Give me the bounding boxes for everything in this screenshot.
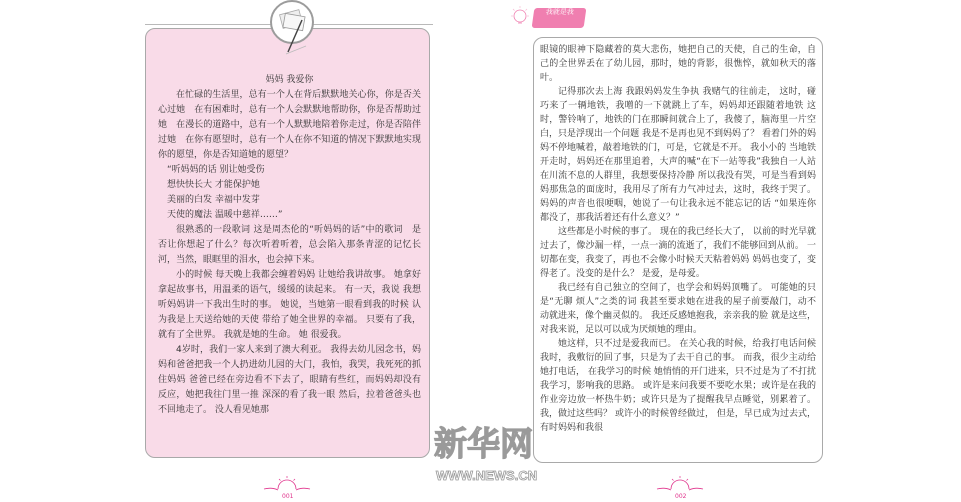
sun-ornament-icon — [262, 473, 312, 495]
paragraph: 在忙碌的生活里，总有一个人在背后默默地关心你，你是否关心过她 在有困难时，总有一个人会默默地帮助你，你是否帮助过她 在漫长的道路中，总有一个人默默地陪着你走过，你是否陪伴过她 在你有愿望时，总有一个人在你不知道的情况下默默地实现你的愿望，你是否知道她的愿望？ — [158, 90, 421, 160]
paragraph: 4岁时，我们一家人来到了澳大利亚。 我得去幼儿园念书，妈妈和爸爸把我一个人扔进幼儿园的大门，我怕，我哭，我死死的抓住妈妈 爸爸已经在旁边看不下去了，眼睛有些红，而妈妈却没有反应，她把我往门里一推 深深的看了我一眼 然后，拉着爸爸头也不回地走了。 没人看见她那 — [158, 345, 421, 415]
page-2 — [533, 37, 823, 463]
sun-ornament-icon — [655, 473, 705, 495]
paragraph: 小的时候 每天晚上我都会缠着妈妈 让她给我讲故事。 她拿好拿起故事书，用温柔的语气，缓缓的读起来。 有一天，我说 我想听妈妈讲一下我出生时的事。 她说，当她第一眼看到我的时候 认为我是上天送给她的天使 带给了她全世界的幸福。 只要有了我，就有了全世界。 我就是她的生命。 她 很爱我。 — [158, 270, 421, 340]
paragraph: 我已经有自己独立的空间了，也学会和妈妈顶嘴了。 可能她的只是“无聊 烦人”之类的词 我甚至要求她在进我的屋子前要敲门，动不动就进来，像个幽灵似的。 我还反感她抱我，亲亲我的脸 就是这些，对我来说，足以可以成为厌烦她的理由。 — [540, 283, 816, 335]
lyric-line: 天使的魔法 温暖中慈祥……” — [167, 210, 283, 220]
watermark-brand: 新华网 — [434, 424, 533, 463]
lightbulb-icon — [508, 4, 532, 34]
bulb-tag-decoration — [508, 4, 588, 34]
page-1-text — [158, 73, 421, 418]
page-number: 002 — [675, 493, 687, 500]
letter-pen-icon — [270, 0, 314, 44]
page-2-text — [540, 43, 816, 435]
paragraph: 记得那次去上海 我跟妈妈发生争执 我赌气的往前走， 这时，碰巧来了一辆地铁，我噌的一下就跳上了车，妈妈却还跟随着地铁 这时，警铃响了，地铁的门在那瞬间就合上了，我傻了，脑海里一片空白，只是浮现出一个问题 我是不是再也见不到妈妈了？ 看着门外的妈妈不停地喊着，敲着地铁的门，可是，它就是不开。 我小小的 当地铁开走时，妈妈还在那里追着，大声的喊“在下一站等我”我独自一人站在川流不息的人群里，我想要保持冷静 所以我没有哭，可是当看到妈妈那焦急的面庞时，我用尽了所有力气冲过去，这时，我终于哭了。 妈妈的声音也很哽咽，她说了一句让我永远不能忘记的话 “如果连你都没了，那我活着还有什么意义？” — [540, 87, 816, 223]
page-1 — [145, 28, 430, 458]
paragraph: 这些都是小时候的事了。 现在的我已经长大了， 以前的时光早就过去了，像沙漏一样，一点一滴的流逝了，我们不能够回到从前。 一切都在变，我变了，再也不会像小时候天天粘着妈妈 妈妈也变了，变得老了。没变的是什么？ 是爱，是母爱。 — [540, 227, 816, 279]
lyric-line: 想快快长大 才能保护她 — [167, 180, 260, 190]
paragraph: 很熟悉的一段歌词 这是周杰伦的“听妈妈的话”中的歌词 是否让你想起了什么？每次听着听着，总会陷入那条青涩的记忆长河，当然，眼眶里的泪水，也会掉下来。 — [158, 225, 421, 265]
lyric-line: 美丽的白发 幸福中发芽 — [167, 195, 260, 205]
page-number: 001 — [282, 493, 294, 500]
watermark-url: WWW.NEWS.CN — [436, 468, 538, 483]
paragraph: 眼镜的眼神下隐藏着的莫大悲伤，她把自己的天使，自己的生命，自己的全世界丢在了幼儿园，那时，她的背影，很憔悴，就如秋天的落叶。 — [540, 45, 816, 83]
essay-title: 妈妈 我爱你 — [265, 75, 314, 85]
paragraph: 她这样，只不过是爱我而已。 在关心我的时候，给我打电话问候我时，我敷衍的回了事，只是为了去干自己的事。 而我，很少主动给她打电话， 在我学习的时候 她悄悄的开门进来，只不过是为了不打扰我学习，影响我的思路。 或许是来问我要不要吃水果；或许是在我的作业旁边放一杯热牛奶；或许只是为了提醒我早点睡觉，别累着了。 我，做过这些吗？ 或许小的时候曾经做过， 但是，早已成为过去式， 有时妈妈和我很 — [540, 339, 816, 433]
tag-label: 我就是我 — [532, 8, 587, 28]
lyric-line: “听妈妈的话 别让她受伤 — [167, 165, 265, 175]
